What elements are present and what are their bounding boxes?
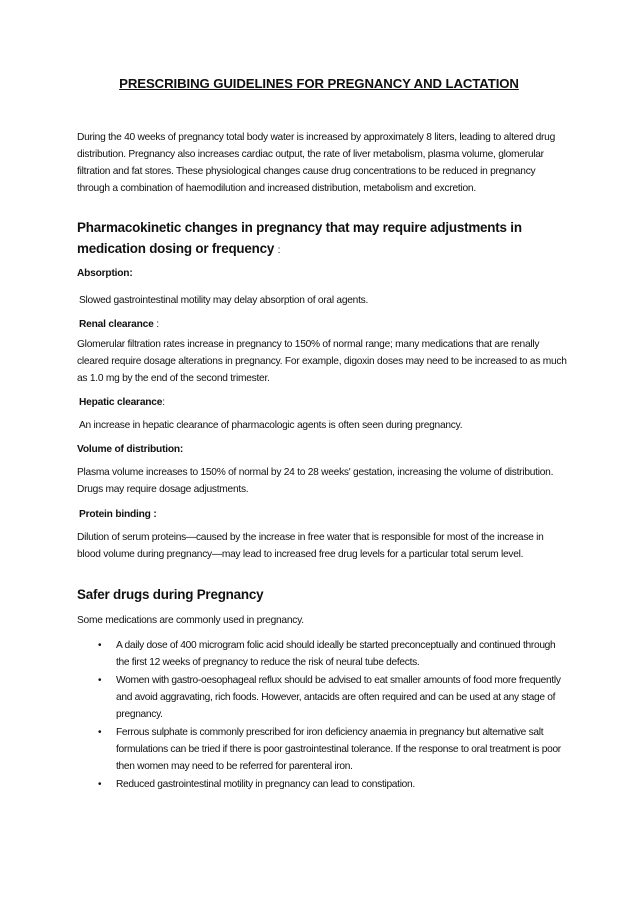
renal-text: Glomerular filtration rates increase in pregnancy to 150% of normal range; many medications that are renally cleared require dosage alterations in pregnancy. For example, digoxin doses may need to be increased to as much as 1.0 mg by the end of the second trimester.	[77, 339, 567, 384]
hepatic-label: Hepatic clearance	[79, 397, 163, 408]
intro-paragraph: During the 40 weeks of pregnancy total body water is increased by approximately 8 liters, leading to altered drug distribution. Pregnancy also increases cardiac output, the rate of liver metabolism, plasma volume, glomerular filtration and fat stores. These physiological changes cause drug concentrations to be reduced in pregnancy through a combination of haemodilution and increased distribution, metabolism and excretion.	[77, 132, 556, 194]
pk-heading-text: Pharmacokinetic changes in pregnancy that may require adjustments in medication dosing or frequency	[77, 220, 522, 256]
safer-intro: Some medications are commonly used in pregnancy.	[77, 615, 304, 626]
bullet-icon: •	[98, 779, 102, 790]
pk-heading-colon: :	[277, 245, 281, 256]
hepatic-text: An increase in hepatic clearance of pharmacologic agents is often seen during pregnancy.	[79, 420, 463, 431]
safer-heading: Safer drugs during Pregnancy	[77, 587, 264, 602]
list-item-text: Ferrous sulphate is commonly prescribed for iron deficiency anaemia in pregnancy but alternative salt formulations can be tried if there is poor gastrointestinal tolerance. If the response to oral treatment is poor then women may need to be referred for parenteral iron.	[116, 727, 561, 772]
hepatic-label-row	[79, 396, 165, 410]
pk-heading	[77, 217, 567, 261]
renal-label-row	[79, 318, 159, 332]
list-item	[96, 776, 566, 793]
list-item-text: A daily dose of 400 microgram folic acid should ideally be started preconceptually and continued through the first 12 weeks of pregnancy to reduce the risk of neural tube defects.	[116, 640, 556, 668]
renal-colon: :	[156, 319, 159, 330]
bullet-icon: •	[98, 727, 102, 738]
absorption-label: Absorption:	[77, 268, 133, 279]
bullet-icon: •	[98, 640, 102, 651]
volume-label: Volume of distribution:	[77, 444, 184, 455]
list-item	[96, 637, 566, 671]
page-title: PRESCRIBING GUIDELINES FOR PREGNANCY AND LACTATION	[119, 76, 519, 91]
protein-label: Protein binding :	[79, 509, 157, 520]
protein-text: Dilution of serum proteins—caused by the increase in free water that is responsible for most of the increase in blood volume during pregnancy—may lead to increased free drug levels for a particular total serum level.	[77, 532, 544, 560]
safer-drugs-list	[96, 637, 566, 794]
bullet-icon: •	[98, 675, 102, 686]
list-item-text: Reduced gastrointestinal motility in pregnancy can lead to constipation.	[116, 779, 415, 790]
renal-label: Renal clearance	[79, 319, 154, 330]
hepatic-colon: :	[162, 397, 165, 408]
absorption-text: Slowed gastrointestinal motility may delay absorption of oral agents.	[79, 295, 369, 306]
volume-text: Plasma volume increases to 150% of normal by 24 to 28 weeks' gestation, increasing the volume of distribution. Drugs may require dosage adjustments.	[77, 467, 554, 495]
list-item	[96, 672, 566, 723]
list-item	[96, 724, 566, 775]
list-item-text: Women with gastro-oesophageal reflux should be advised to eat smaller amounts of food more frequently and avoid aggravating, rich foods. However, antacids are often required and can be used at any stage of pregnancy.	[116, 675, 561, 720]
